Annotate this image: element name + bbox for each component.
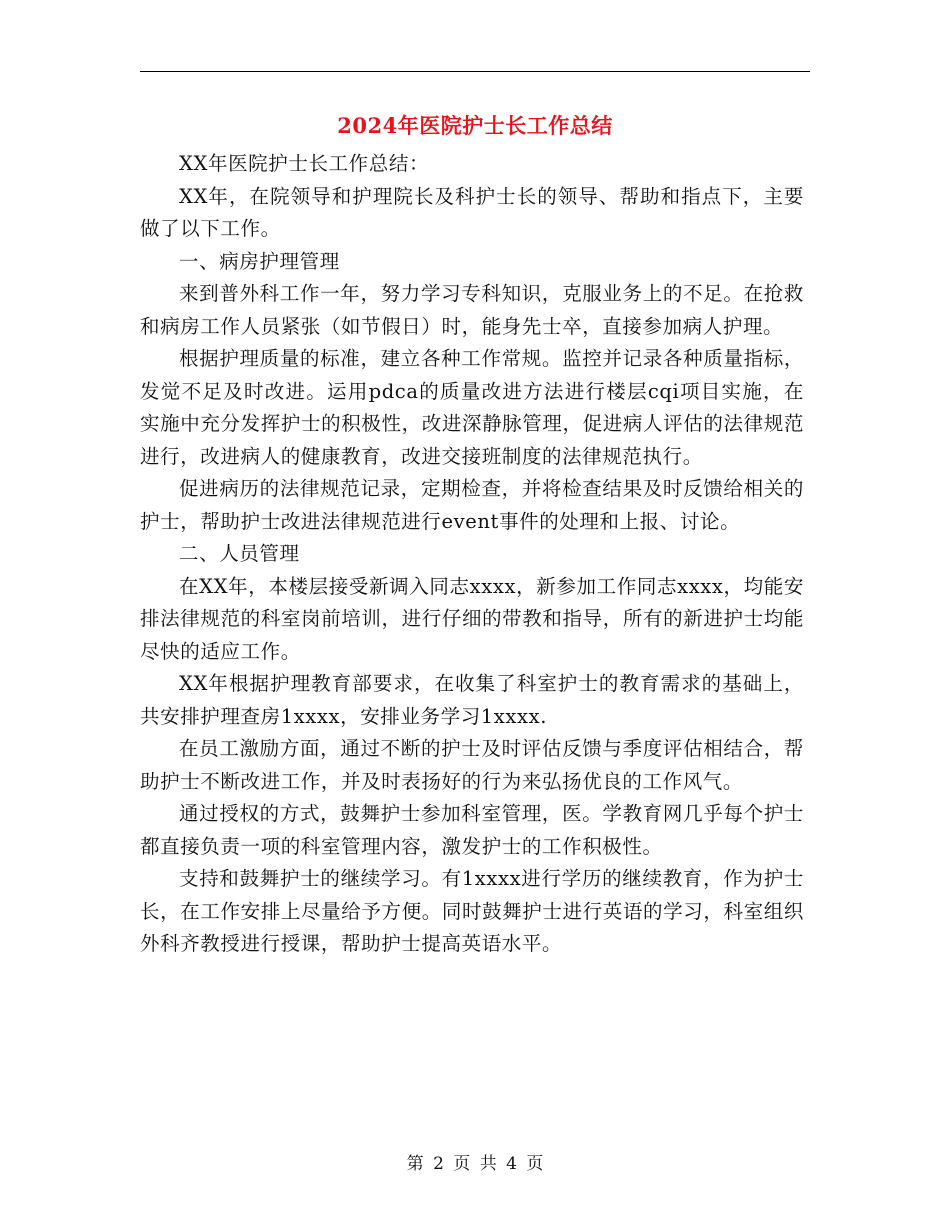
paragraph: 在XX年，本楼层接受新调入同志xxxx，新参加工作同志xxxx，均能安排法律规范的科室岗前培训，进行仔细的带教和指导，所有的新进护士均能尽快的适应工作。: [140, 574, 804, 663]
paragraph: 来到普外科工作一年，努力学习专科知识，克服业务上的不足。在抢救和病房工作人员紧张（如节假日）时，能身先士卒，直接参加病人护理。: [140, 282, 804, 338]
paragraph: XX年医院护士长工作总结：: [179, 152, 430, 175]
paragraph: 支持和鼓舞护士的继续学习。有1xxxx进行学历的继续教育，作为护士长，在工作安排上尽量给予方便。同时鼓舞护士进行英语的学习，科室组织外科齐教授进行授课，帮助护士提高英语水平。: [140, 867, 804, 955]
paragraph: 促进病历的法律规范记录，定期检查，并将检查结果及时反馈给相关的护士，帮助护士改进法律规范进行event事件的处理和上报、讨论。: [140, 477, 804, 533]
page-number-footer: 第 2 页 共 4 页: [406, 1154, 544, 1174]
paragraph: XX年，在院领导和护理院长及科护士长的领导、帮助和指点下，主要做了以下工作。: [140, 184, 804, 240]
header-rule: [140, 71, 810, 72]
paragraph: XX年根据护理教育部要求，在收集了科室护士的教育需求的基础上，共安排护理查房1xxxx，安排业务学习1xxxx.: [140, 672, 804, 728]
paragraph: 在员工激励方面，通过不断的护士及时评估反馈与季度评估相结合，帮助护士不断改进工作，并及时表扬好的行为来弘扬优良的工作风气。: [140, 737, 804, 793]
section-heading: 二、人员管理: [179, 542, 300, 565]
section-heading: 一、病房护理管理: [179, 249, 340, 273]
paragraph: 通过授权的方式，鼓舞护士参加科室管理，医。学教育网几乎每个护士都直接负责一项的科室管理内容，激发护士的工作积极性。: [140, 802, 804, 858]
document-body: [140, 148, 804, 961]
document-title: 2024年医院护士长工作总结: [337, 113, 613, 138]
paragraph: 根据护理质量的标准，建立各种工作常规。监控并记录各种质量指标，发觉不足及时改进。运用pdca的质量改进方法进行楼层cqi项目实施，在实施中充分发挥护士的积极性，改进深静脉管理，促进病人评估的法律规范进行，改进病人的健康教育，改进交接班制度的法律规范执行。: [140, 347, 804, 468]
